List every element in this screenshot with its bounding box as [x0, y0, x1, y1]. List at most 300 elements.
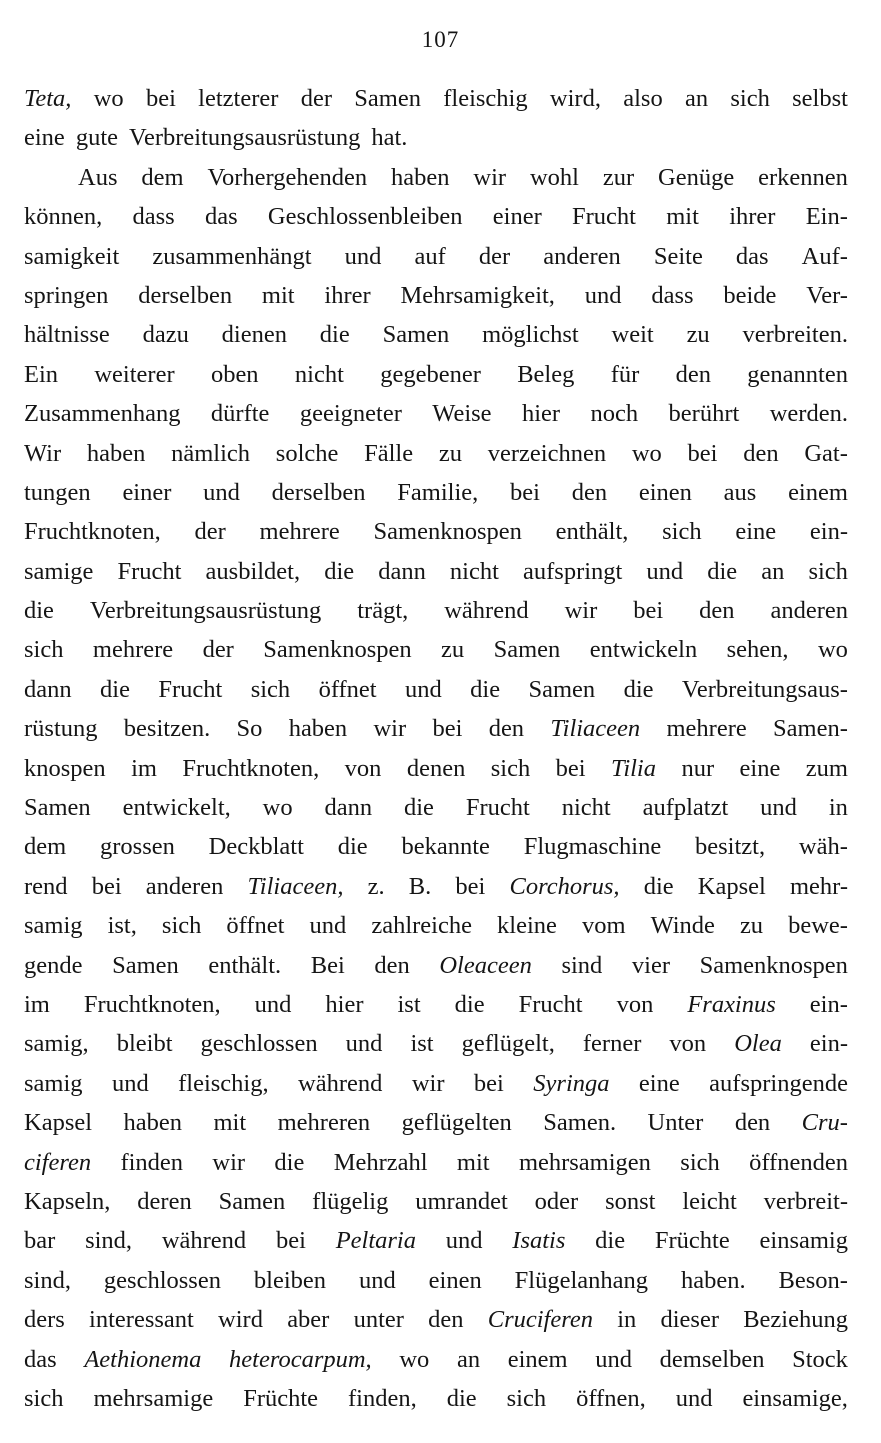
word: anderen — [145, 872, 224, 900]
word: mehrere — [92, 636, 174, 664]
word: geeigneter — [299, 400, 402, 428]
word: auf — [414, 242, 446, 270]
word: einer — [492, 203, 542, 231]
word: nicht — [294, 360, 344, 388]
word: haben — [391, 163, 450, 191]
italic-word: Tiliaceen — [550, 715, 641, 743]
word: finden, — [348, 1384, 417, 1412]
word: mit — [261, 281, 295, 309]
word: der — [194, 518, 226, 546]
word: B. — [408, 872, 432, 900]
word: haben — [288, 715, 348, 743]
word: tungen — [24, 478, 91, 506]
word: die — [274, 1148, 305, 1176]
word: die — [404, 794, 434, 822]
word: besitzt, — [695, 833, 766, 861]
word: den — [699, 597, 735, 625]
word: bei — [455, 872, 486, 900]
word: mit — [666, 203, 699, 231]
word: ein- — [809, 518, 848, 546]
word: der — [202, 636, 234, 664]
word: dürfte — [210, 400, 270, 428]
word: nur — [681, 754, 715, 782]
word: weit — [611, 321, 654, 349]
word: den — [571, 478, 608, 506]
word: nicht — [561, 794, 611, 822]
word: Samen — [24, 794, 91, 822]
word: grossen — [100, 833, 175, 861]
italic-word: Teta, — [24, 85, 72, 112]
word: von — [616, 990, 654, 1018]
word: Verbreitungsausrüstung — [129, 124, 361, 152]
word: bar — [24, 1227, 56, 1255]
word: den — [675, 360, 711, 388]
word: mehrere — [666, 715, 747, 743]
text-line — [24, 394, 848, 433]
text-line — [24, 1379, 848, 1418]
word: aufplatzt — [642, 794, 729, 822]
word: Kapsel — [697, 872, 766, 900]
word: die — [643, 872, 674, 900]
word: Deckblatt — [208, 833, 304, 861]
word: wäh- — [798, 833, 848, 861]
word: zahlreiche — [371, 912, 472, 940]
word: deren — [137, 1187, 192, 1215]
word: flügelig — [312, 1187, 389, 1215]
word: Samen — [354, 85, 421, 112]
word: ist — [397, 990, 421, 1018]
word: nicht — [449, 557, 499, 585]
text-line — [24, 158, 848, 197]
word: haben — [86, 439, 146, 467]
word: ein- — [809, 1030, 848, 1058]
word: weiterer — [94, 360, 175, 388]
word: Verbreitungsaus- — [681, 675, 848, 703]
word: die — [707, 557, 738, 585]
word: geschlossen — [103, 1266, 221, 1294]
text-line — [24, 1064, 848, 1103]
text-line — [24, 355, 848, 394]
word: bei — [91, 872, 122, 900]
word: dieser — [660, 1306, 719, 1334]
word: und — [595, 1345, 633, 1373]
word: einsamige, — [742, 1384, 848, 1412]
word: können, — [24, 203, 103, 231]
word: das — [735, 242, 769, 270]
word: wo — [631, 439, 662, 467]
word: Aus — [78, 163, 118, 191]
word: vom — [581, 912, 626, 940]
word: mehrere — [259, 518, 340, 546]
text-line — [24, 788, 848, 827]
text-line — [24, 512, 848, 551]
italic-word: Peltaria — [335, 1227, 416, 1255]
word: während — [161, 1227, 247, 1255]
word: einer — [122, 478, 172, 506]
word: sich — [161, 912, 202, 940]
word: Samen — [528, 675, 596, 703]
word: leicht — [682, 1187, 737, 1215]
word: die — [595, 1227, 626, 1255]
word: samige — [24, 557, 94, 585]
word: sich — [24, 636, 64, 664]
word: aber — [287, 1306, 330, 1334]
word: einem — [788, 478, 848, 506]
word: ausbildet, — [205, 557, 301, 585]
word: Kapseln, — [24, 1187, 111, 1215]
word: Frucht — [117, 557, 182, 585]
word: während — [444, 597, 529, 625]
word: und — [254, 990, 292, 1018]
word: ein- — [809, 990, 848, 1018]
text-line — [24, 630, 848, 669]
word: verbreit- — [763, 1187, 848, 1215]
word: Früchte — [654, 1227, 730, 1255]
word: aufspringt — [523, 557, 623, 585]
word: fleischig, — [178, 1069, 269, 1097]
text-line — [24, 906, 848, 945]
word: bei — [687, 439, 718, 467]
word: sich — [490, 754, 531, 782]
word: sehen, — [726, 636, 789, 664]
text-line — [24, 749, 848, 788]
word: erkennen — [758, 163, 848, 191]
word: umrandet — [415, 1187, 508, 1215]
word: für — [610, 360, 640, 388]
italic-word: Aethionema — [84, 1345, 202, 1373]
text-line — [24, 237, 848, 276]
word: Flügelanhang — [514, 1266, 649, 1294]
word: dienen — [221, 321, 287, 349]
text-line — [24, 197, 848, 236]
word: und — [675, 1384, 713, 1412]
word: öffnet — [226, 912, 285, 940]
word: an — [761, 557, 785, 585]
text-line — [24, 670, 848, 709]
word: der — [478, 242, 511, 270]
word: werden. — [769, 400, 848, 428]
word: den — [428, 1306, 464, 1334]
word: aufspringende — [709, 1069, 848, 1097]
word: demselben — [659, 1345, 765, 1373]
word: nämlich — [171, 439, 251, 467]
word: mehr- — [789, 872, 848, 900]
word: aus — [723, 478, 757, 506]
word: ist — [410, 1030, 434, 1058]
word: enthält. — [208, 951, 282, 979]
word: dem — [24, 833, 67, 861]
word: Wir — [24, 439, 62, 467]
word: Samen- — [773, 715, 848, 743]
page-number: 107 — [421, 27, 460, 52]
text-line — [24, 434, 848, 473]
word: das — [204, 203, 238, 231]
word: und — [405, 675, 442, 703]
word: wird — [218, 1306, 263, 1334]
text-line — [24, 591, 848, 630]
word: So — [236, 715, 263, 743]
word: springen — [24, 281, 109, 309]
word: Vorhergehenden — [207, 163, 368, 191]
text-line — [24, 1300, 848, 1339]
word: wird, — [549, 85, 601, 112]
word: wir — [212, 1148, 246, 1176]
word: eine — [739, 754, 781, 782]
word: rüstung — [24, 715, 98, 743]
word: vier — [631, 951, 670, 979]
word: Samen. — [543, 1109, 617, 1137]
italic-word: ciferen — [24, 1148, 92, 1176]
word: Fruchtknoten, — [182, 754, 320, 782]
word: finden — [120, 1148, 184, 1176]
word: samigkeit — [24, 242, 120, 270]
word: zur — [602, 163, 635, 191]
word: einsamig — [759, 1227, 848, 1255]
text-line — [24, 1143, 848, 1182]
word: zu — [739, 912, 764, 940]
word: die — [319, 321, 350, 349]
word: und — [345, 1030, 383, 1058]
word: Fruchtknoten, — [24, 518, 161, 546]
word: Mehrsamigkeit, — [400, 281, 555, 309]
word: die — [454, 990, 485, 1018]
word: haben. — [680, 1266, 746, 1294]
text-line — [24, 552, 848, 591]
word: im — [131, 754, 157, 782]
word: dann — [324, 794, 373, 822]
word: Früchte — [243, 1384, 319, 1412]
word: die — [324, 557, 355, 585]
word: ferner — [582, 1030, 642, 1058]
word: Ein- — [805, 203, 848, 231]
word: Weise — [432, 400, 492, 428]
word: und — [445, 1227, 483, 1255]
word: und — [344, 242, 382, 270]
word: bei — [633, 597, 664, 625]
word: einen — [428, 1266, 482, 1294]
word: eine — [638, 1069, 680, 1097]
word: zu — [438, 439, 462, 467]
word: Frucht — [572, 203, 636, 231]
word: Familie, — [397, 478, 479, 506]
italic-word: heterocarpum, — [229, 1345, 372, 1373]
word: wo — [399, 1345, 430, 1373]
word: ihrer — [729, 203, 776, 231]
word: gende — [24, 951, 83, 979]
word: dazu — [142, 321, 189, 349]
word: bei — [432, 715, 463, 743]
word: samig — [24, 912, 83, 940]
word: Gat- — [804, 439, 848, 467]
word: anderen — [770, 597, 848, 625]
word: derselben — [271, 478, 366, 506]
word: Winde — [650, 912, 715, 940]
word: öffnet — [318, 675, 377, 703]
word: und — [203, 478, 240, 506]
word: Frucht — [465, 794, 530, 822]
word: öffnenden — [749, 1148, 848, 1176]
text-line — [24, 1103, 848, 1142]
text-line — [24, 1221, 848, 1260]
word: beide — [723, 281, 777, 309]
word: die — [24, 597, 54, 625]
word: samig — [24, 1069, 83, 1097]
word: ihrer — [324, 281, 371, 309]
word: wir — [411, 1069, 445, 1097]
word: besitzen. — [123, 715, 211, 743]
word: wir — [373, 715, 407, 743]
word: einem — [507, 1345, 568, 1373]
word: oder — [534, 1187, 579, 1215]
word: sich — [250, 675, 291, 703]
word: fleischig — [443, 85, 528, 112]
word: bekannte — [401, 833, 490, 861]
text-line — [24, 709, 848, 748]
word: selbst — [792, 85, 848, 112]
text-line — [24, 1261, 848, 1300]
word: haben — [123, 1109, 183, 1137]
italic-word: Oleaceen — [439, 951, 532, 979]
word: Frucht — [158, 675, 223, 703]
word: bleibt — [116, 1030, 173, 1058]
word: geflügelten — [401, 1109, 512, 1137]
word: bei — [473, 1069, 504, 1097]
word: berührt — [668, 400, 740, 428]
word: dass — [132, 203, 175, 231]
word: eine — [24, 124, 65, 152]
word: solche — [275, 439, 339, 467]
word: sich — [506, 1384, 547, 1412]
word: gegebener — [380, 360, 481, 388]
text-line — [24, 867, 848, 906]
word: sind, — [85, 1227, 133, 1255]
word: geflügelt, — [461, 1030, 555, 1058]
word: die — [446, 1384, 477, 1412]
word: Beleg — [517, 360, 575, 388]
word: und — [111, 1069, 149, 1097]
word: die — [100, 675, 130, 703]
word: Fälle — [364, 439, 414, 467]
word: Samen — [112, 951, 179, 979]
word: wo — [817, 636, 848, 664]
word: hältnisse — [24, 321, 110, 349]
word: Verbreitungsausrüstung — [89, 597, 322, 625]
word: Unter — [647, 1109, 704, 1137]
word: knospen — [24, 754, 106, 782]
italic-word: Olea — [734, 1030, 782, 1058]
word: Samenknospen — [263, 636, 412, 664]
word: bleiben — [253, 1266, 327, 1294]
word: kleine — [497, 912, 557, 940]
word: Beson- — [778, 1266, 848, 1294]
word: bei — [275, 1227, 306, 1255]
text-line — [24, 118, 848, 157]
word: verbreiten. — [742, 321, 848, 349]
word: zu — [441, 636, 465, 664]
word: bewe- — [788, 912, 848, 940]
italic-word: Corchorus, — [509, 872, 620, 900]
word: entwickeln — [589, 636, 698, 664]
text-line — [24, 946, 848, 985]
word: denen — [406, 754, 466, 782]
word: bei — [510, 478, 540, 506]
word: Auf- — [801, 242, 848, 270]
word: mit — [213, 1109, 247, 1137]
word: noch — [590, 400, 639, 428]
text-line — [24, 473, 848, 512]
word: Beziehung — [743, 1306, 848, 1334]
word: der — [300, 85, 332, 112]
word: hat. — [371, 124, 408, 152]
word: und — [358, 1266, 396, 1294]
word: und — [760, 794, 797, 822]
word: wohl — [529, 163, 579, 191]
word: die — [337, 833, 368, 861]
word: Stock — [792, 1345, 848, 1373]
word: von — [344, 754, 382, 782]
text-line — [24, 315, 848, 354]
word: Bei — [310, 951, 345, 979]
word: wir — [473, 163, 507, 191]
word: zusammenhängt — [152, 242, 312, 270]
word: von — [669, 1030, 707, 1058]
word: Samenknospen — [699, 951, 848, 979]
word: an — [684, 85, 709, 112]
word: Genüge — [658, 163, 735, 191]
italic-word: Cruciferen — [487, 1306, 593, 1334]
word: mehrsamige — [93, 1384, 214, 1412]
text-line — [24, 1182, 848, 1221]
word: Geschlossenbleiben — [267, 203, 463, 231]
word: den — [488, 715, 525, 743]
word: ders — [24, 1306, 65, 1334]
word: bei — [145, 85, 176, 112]
word: entwickelt, — [122, 794, 231, 822]
word: im — [24, 990, 50, 1018]
text-line — [24, 276, 848, 315]
word: an — [456, 1345, 481, 1373]
word: gute — [75, 124, 118, 152]
word: zu — [686, 321, 710, 349]
word: mehrsamigen — [518, 1148, 651, 1176]
word: oben — [210, 360, 259, 388]
word: eine — [735, 518, 777, 546]
word: samig, — [24, 1030, 89, 1058]
word: ist, — [107, 912, 137, 940]
text-line — [24, 1340, 848, 1379]
word: die — [470, 675, 501, 703]
word: und — [646, 557, 684, 585]
word: sich — [662, 518, 702, 546]
word: mehreren — [277, 1109, 371, 1137]
word: dass — [651, 281, 694, 309]
italic-word: Fraxinus — [687, 990, 776, 1018]
word: den — [734, 1109, 771, 1137]
word: öffnen, — [576, 1384, 646, 1412]
word: den — [743, 439, 779, 467]
word: derselben — [138, 281, 233, 309]
word: z. — [367, 872, 385, 900]
word: enthält, — [555, 518, 629, 546]
word: interessant — [89, 1306, 194, 1334]
word: und — [584, 281, 622, 309]
word: Zusammenhang — [24, 400, 181, 428]
text-line — [24, 79, 848, 118]
word: wo — [262, 794, 293, 822]
text-line — [24, 985, 848, 1024]
word: den — [374, 951, 410, 979]
word: sind, — [24, 1266, 71, 1294]
